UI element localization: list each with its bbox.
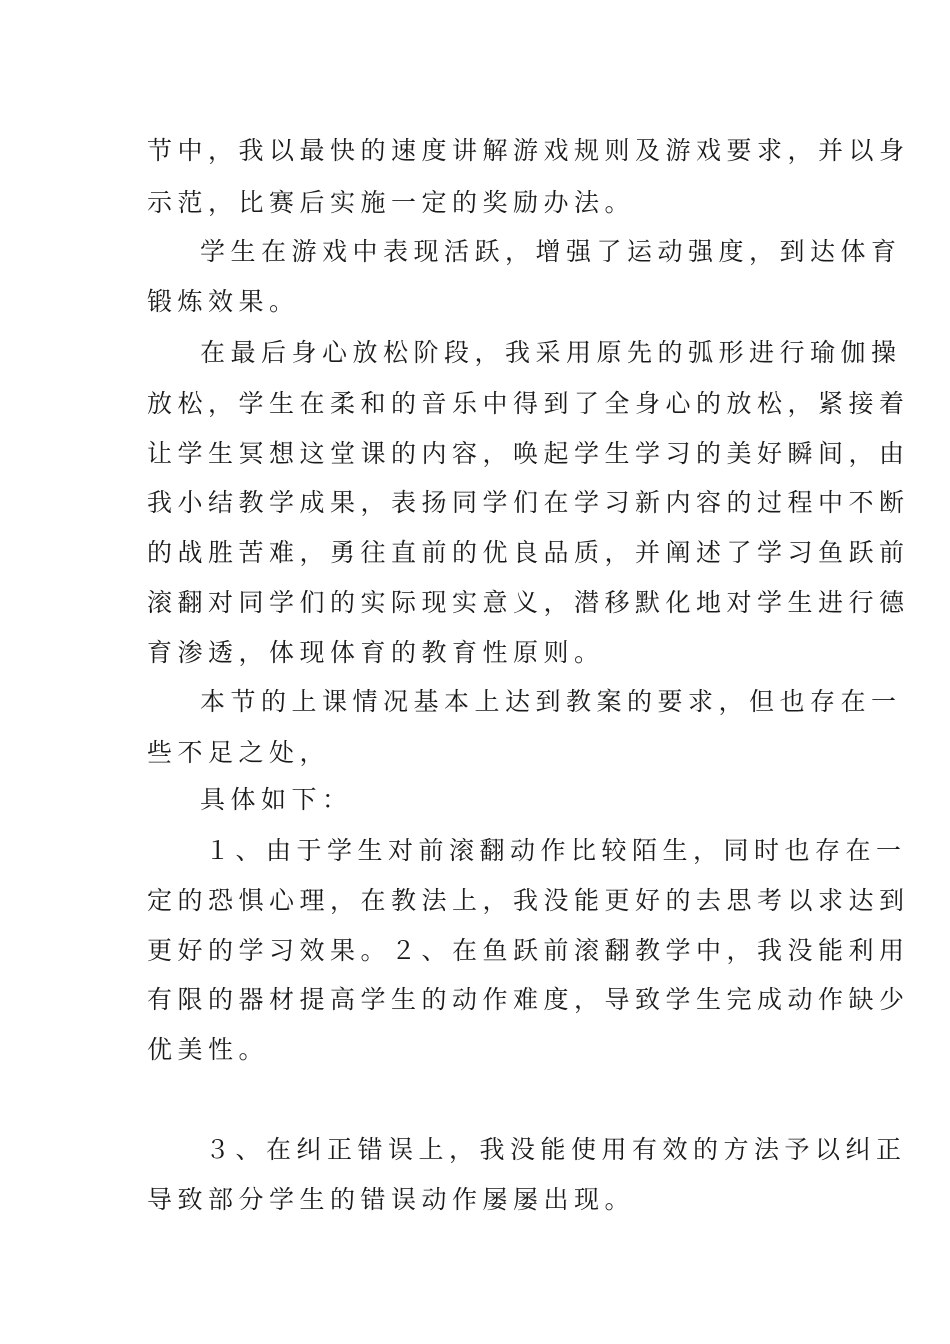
text-line: 导致部分学生的错误动作屡屡出现。 [147, 1185, 636, 1214]
text-line: 我小结教学成果，表扬同学们在学习新内容的过程中不断 [147, 488, 910, 517]
text-line: 的战胜苦难，勇往直前的优良品质，并阐述了学习鱼跃前 [147, 538, 910, 567]
text-line: 锻炼效果。 [147, 287, 300, 316]
text-line: １、由于学生对前滚翻动作比较陌生，同时也存在一 [205, 836, 907, 865]
text-line: 学生在游戏中表现活跃，增强了运动强度，到达体育 [200, 237, 902, 266]
text-line: 示范，比赛后实施一定的奖励办法。 [147, 188, 636, 217]
text-line: 更好的学习效果。２、在鱼跃前滚翻教学中，我没能利用 [147, 936, 910, 965]
text-line: 节中，我以最快的速度讲解游戏规则及游戏要求，并以身 [147, 136, 910, 165]
text-line: 育渗透，体现体育的教育性原则。 [147, 638, 605, 667]
text-line: 有限的器材提高学生的动作难度，导致学生完成动作缺少 [147, 985, 910, 1014]
text-line: 优美性。 [147, 1035, 270, 1064]
text-line: 具体如下： [200, 785, 353, 814]
text-line: 定的恐惧心理，在教法上，我没能更好的去思考以求达到 [147, 886, 910, 915]
text-line: 些不足之处， [147, 738, 331, 767]
text-line: 在最后身心放松阶段，我采用原先的弧形进行瑜伽操 [200, 338, 902, 367]
text-line: ３、在纠正错误上，我没能使用有效的方法予以纠正 [205, 1135, 907, 1164]
text-line: 滚翻对同学们的实际现实意义，潜移默化地对学生进行德 [147, 588, 910, 617]
text-line: 让学生冥想这堂课的内容，唤起学生学习的美好瞬间，由 [147, 439, 910, 468]
text-line: 本节的上课情况基本上达到教案的要求，但也存在一 [200, 687, 902, 716]
text-line: 放松，学生在柔和的音乐中得到了全身心的放松，紧接着 [147, 389, 910, 418]
